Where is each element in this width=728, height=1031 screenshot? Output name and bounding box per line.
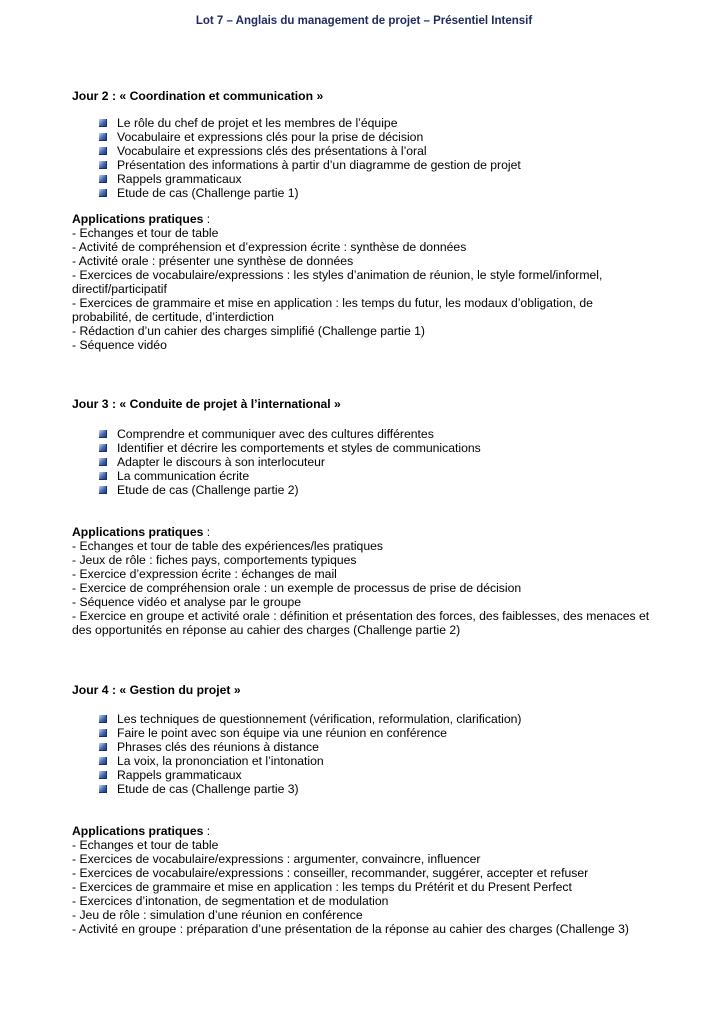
topic-item: Vocabulaire et expressions clés des présentations à l’oral — [72, 144, 672, 158]
application-line: des opportunités en réponse au cahier des charges (Challenge partie 2) — [72, 623, 461, 637]
application-line: - Séquence vidéo — [72, 338, 167, 352]
topic-item: Etude de cas (Challenge partie 2) — [72, 483, 672, 497]
topic-item: La communication écrite — [72, 469, 672, 483]
square-bullet-icon — [99, 771, 107, 779]
topic-item: Rappels grammaticaux — [72, 172, 672, 186]
topic-item: Adapter le discours à son interlocuteur — [72, 455, 672, 469]
day-3-applications-heading: Applications pratiques : — [72, 525, 211, 539]
square-bullet-icon — [99, 472, 107, 480]
day-2-applications-heading: Applications pratiques : — [72, 212, 211, 226]
application-line: directif/participatif — [72, 282, 167, 296]
application-line: - Activité orale : présenter une synthèse de données — [72, 254, 354, 268]
topic-item: Vocabulaire et expressions clés pour la prise de décision — [72, 130, 672, 144]
application-line: - Echanges et tour de table — [72, 838, 219, 852]
day-3-title: Jour 3 : « Conduite de projet à l’international » — [72, 397, 341, 411]
application-line: - Jeu de rôle : simulation d’une réunion en conférence — [72, 908, 363, 922]
document-header: Lot 7 – Anglais du management de projet – Présentiel Intensif — [195, 15, 533, 27]
topic-item: Le rôle du chef de projet et les membres de l’équipe — [72, 116, 672, 130]
application-line: - Exercices de vocabulaire/expressions : les styles d’animation de réunion, le style formel/informel, — [72, 268, 603, 282]
application-line: - Exercices d’intonation, de segmentation et de modulation — [72, 894, 389, 908]
square-bullet-icon — [99, 757, 107, 765]
day-3-applications — [72, 539, 672, 637]
square-bullet-icon — [99, 486, 107, 494]
square-bullet-icon — [99, 729, 107, 737]
topic-item: La voix, la prononciation et l’intonation — [72, 754, 672, 768]
day-2-title: Jour 2 : « Coordination et communication » — [72, 89, 324, 103]
application-line: - Exercice en groupe et activité orale : définition et présentation des forces, des faiblesses, des menaces et — [72, 609, 650, 623]
application-line: - Exercices de vocabulaire/expressions : argumenter, convaincre, influencer — [72, 852, 481, 866]
square-bullet-icon — [99, 458, 107, 466]
topic-item: Les techniques de questionnement (vérification, reformulation, clarification) — [72, 712, 672, 726]
application-line: - Exercices de grammaire et mise en application : les temps du Prétérit et du Present Perfect — [72, 880, 572, 894]
application-line: - Séquence vidéo et analyse par le groupe — [72, 595, 302, 609]
square-bullet-icon — [99, 161, 107, 169]
application-line: - Rédaction d’un cahier des charges simplifié (Challenge partie 1) — [72, 324, 425, 338]
day-2-applications — [72, 226, 672, 352]
application-line: - Exercices de grammaire et mise en application : les temps du futur, les modaux d’obligation, de — [72, 296, 593, 310]
square-bullet-icon — [99, 133, 107, 141]
square-bullet-icon — [99, 119, 107, 127]
day-4-applications-heading: Applications pratiques : — [72, 824, 211, 838]
application-line: - Jeux de rôle : fiches pays, comportements typiques — [72, 553, 357, 567]
day-3-topics — [72, 427, 672, 497]
square-bullet-icon — [99, 444, 107, 452]
application-line: - Activité en groupe : préparation d’une présentation de la réponse au cahier des charges (Challenge 3) — [72, 922, 629, 936]
topic-item: Phrases clés des réunions à distance — [72, 740, 672, 754]
day-4-title: Jour 4 : « Gestion du projet » — [72, 683, 241, 697]
application-line: - Activité de compréhension et d’expression écrite : synthèse de données — [72, 240, 467, 254]
square-bullet-icon — [99, 715, 107, 723]
topic-item: Comprendre et communiquer avec des cultures différentes — [72, 427, 672, 441]
square-bullet-icon — [99, 189, 107, 197]
day-2-topics — [72, 116, 672, 200]
application-line: - Exercices de vocabulaire/expressions : conseiller, recommander, suggérer, accepter et refuser — [72, 866, 589, 880]
application-line: - Exercice de compréhension orale : un exemple de processus de prise de décision — [72, 581, 522, 595]
square-bullet-icon — [99, 785, 107, 793]
day-4-topics — [72, 712, 672, 796]
square-bullet-icon — [99, 175, 107, 183]
square-bullet-icon — [99, 147, 107, 155]
day-4-applications — [72, 838, 672, 936]
topic-item: Identifier et décrire les comportements et styles de communications — [72, 441, 672, 455]
topic-item: Rappels grammaticaux — [72, 768, 672, 782]
application-line: probabilité, de certitude, d’interdiction — [72, 310, 274, 324]
application-line: - Echanges et tour de table — [72, 226, 219, 240]
square-bullet-icon — [99, 430, 107, 438]
topic-item: Faire le point avec son équipe via une réunion en conférence — [72, 726, 672, 740]
application-line: - Echanges et tour de table des expériences/les pratiques — [72, 539, 383, 553]
topic-item: Présentation des informations à partir d’un diagramme de gestion de projet — [72, 158, 672, 172]
topic-item: Etude de cas (Challenge partie 3) — [72, 782, 672, 796]
application-line: - Exercice d’expression écrite : échanges de mail — [72, 567, 337, 581]
square-bullet-icon — [99, 743, 107, 751]
topic-item: Etude de cas (Challenge partie 1) — [72, 186, 672, 200]
